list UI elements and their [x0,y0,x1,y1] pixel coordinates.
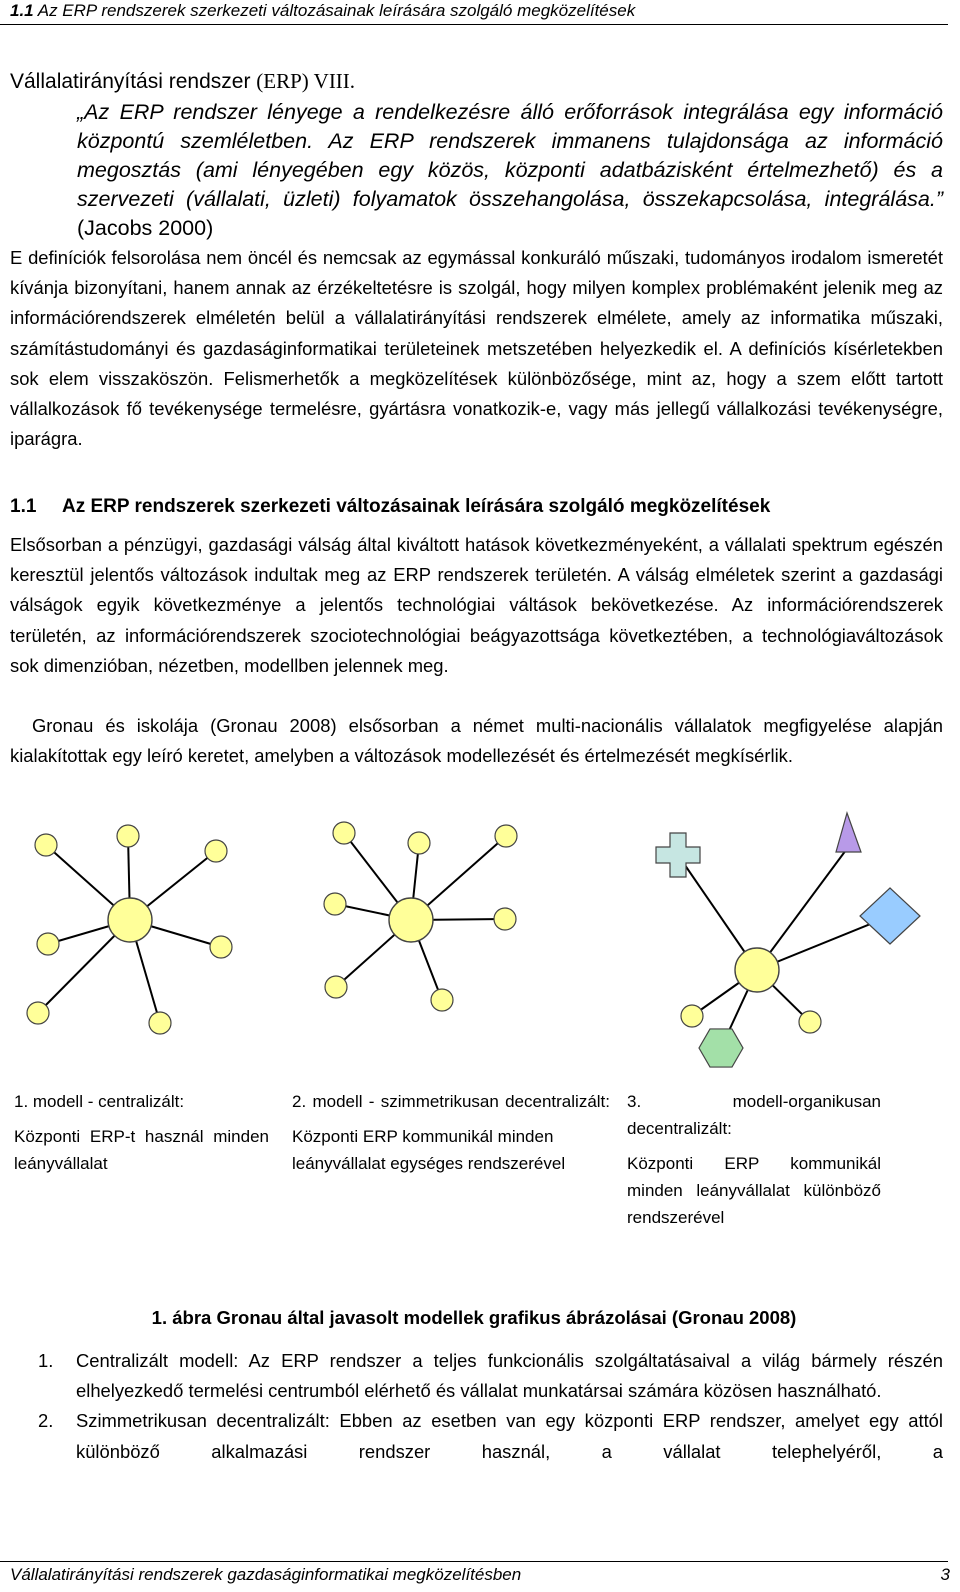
figure-caption: 1. ábra Gronau által javasolt modellek grafikus ábrázolásai (Gronau 2008) [151,1307,797,1328]
caption-model-2 [292,1088,610,1177]
caption-model-2-title: 2. modell - szimmetrikusan decentralizált: [292,1092,610,1111]
organic-diamond-node [860,888,920,944]
list-item-text: Centralizált modell: Az ERP rendszer a teljes funkcionális szolgáltatásaival a világ bármely részén elhelyezkedő termelési centrumból elérhető és vállalat munkatársai számára közösen használható. [76,1350,943,1402]
symmetric-node [408,832,430,854]
centralized-center-node [108,898,152,942]
header-rule [0,24,948,25]
organic-node [799,1011,821,1033]
symmetric-node [333,822,355,844]
running-header-number: 1.1 [10,1,34,20]
caption-model-1 [14,1088,269,1177]
page-number: 3 [940,1565,950,1584]
organic-hexagon-node [699,1029,743,1067]
running-footer-text: Vállalatirányítási rendszerek gazdaságinformatikai megközelítésben [10,1565,522,1584]
organic-node [681,1005,703,1027]
running-header [10,0,950,22]
centralized-node [27,1002,49,1024]
symmetric-center-node [389,898,433,942]
caption-model-3 [627,1088,881,1231]
definition-title-serif: (ERP) VIII. [256,69,356,93]
list-item-text: Szimmetrikusan decentralizált: Ebben az esetben van egy központi ERP rendszer, amelyet egy attól különböző alkalmazási rendszer használ, a vállalat telephelyéről, a [76,1410,943,1462]
paragraph-definitions: E definíciók felsorolása nem öncél és nemcsak az egymással konkuráló műszaki, tudományos irodalom ismeretét kívánja bizonyítani, hanem annak az érzékeltetésre is szolgál, hogy milyen komplex problémaként jelenik meg az információrendszerek elméletén belül a vállalatirányítási rendszerek elmélete, amely az informatika műszaki, számítástudományi és gazdaságinformatikai területeinek metszetében helyezkedik el. A definíciós kísérletekben sok elem visszaköszön. Felismerhetők a megközelítések különbözősége, mint az, hogy a szem előtt tartott vállalkozások fő tevékenysége termelésre, gyártásra vonatkozik-e, vagy más jellegű vállalkozási tevékenységre, iparágra. [10,247,943,450]
symmetric-node [324,893,346,915]
section-heading [10,492,943,522]
centralized-node [205,840,227,862]
caption-model-2-body: Központi ERP kommunikál minden leányvállalat egységes rendszerével [292,1127,566,1173]
caption-model-1-body: Központi ERP-t használ minden leányvállalat [14,1127,269,1173]
symmetric-node [325,976,347,998]
centralized-node [37,933,59,955]
symmetric-node [431,989,453,1011]
numbered-list [0,1346,948,1467]
paragraph-gronau: Gronau és iskolája (Gronau 2008) elsősorban a német multi-nacionális vállalatok megfigyelése alapján kialakítottak egy leíró keretet, amelyben a változások modellezését és értelmezését megkísérlik. [10,715,943,767]
symmetric-node [495,825,517,847]
organic-triangle-node [836,813,861,852]
centralized-node [210,936,232,958]
section-heading-number: 1.1 [10,496,37,517]
quote-citation: (Jacobs 2000) [77,216,214,240]
symmetric-node [494,908,516,930]
footer-rule [0,1561,948,1562]
definition-title [10,68,355,95]
organic-center-node [735,948,779,992]
definition-quote [77,98,943,243]
section-heading-text: Az ERP rendszerek szerkezeti változásainak leírására szolgáló megközelítések [62,496,771,517]
gronau-models-diagram [0,800,960,1090]
running-header-text: Az ERP rendszerek szerkezeti változásainak leírására szolgáló megközelítések [37,1,636,20]
list-item-number: 1. [38,1350,54,1371]
centralized-node [35,834,57,856]
centralized-node [117,825,139,847]
paragraph-crisis: Elsősorban a pénzügyi, gazdasági válság által kiváltott hatások következményeként, a vállalati spektrum egészén keresztül jelentős változások indultak meg az ERP rendszerek területén. A válság elméletek szerint a gazdasági válságok egyik következménye a jelentős technológiai váltások bekövetkezése. Az információrendszerek területén, az információrendszerek szociotechnológiai beágyazottsága következtében, a technológiaváltozások sok dimenzióban, nézetben, modellben jelennek meg. [10,534,943,676]
list-item [0,1346,948,1406]
caption-model-3-title: 3. modell-organikusan decentralizált: [627,1092,881,1138]
list-item [0,1406,948,1466]
quote-text: „Az ERP rendszer lényege a rendelkezésre álló erőforrások integrálása egy információ központú szemléletben. Az ERP rendszerek immanens tulajdonsága az információ megosztás (ami lényegében egy közös, központi adatbázisként értelmezhető) és a szervezeti (vállalati, üzleti) folyamatok összehangolása, összekapcsolása, integrálása.” [77,100,943,211]
running-footer [10,1564,950,1586]
caption-model-3-body: Központi ERP kommunikál minden leányvállalat különböző rendszerével [627,1154,881,1227]
definition-title-sans: Vállalatirányítási rendszer [10,70,257,93]
caption-model-1-title: 1. modell - centralizált: [14,1092,185,1111]
list-item-number: 2. [38,1410,54,1432]
organic-cross-node [656,833,700,877]
centralized-node [149,1012,171,1034]
